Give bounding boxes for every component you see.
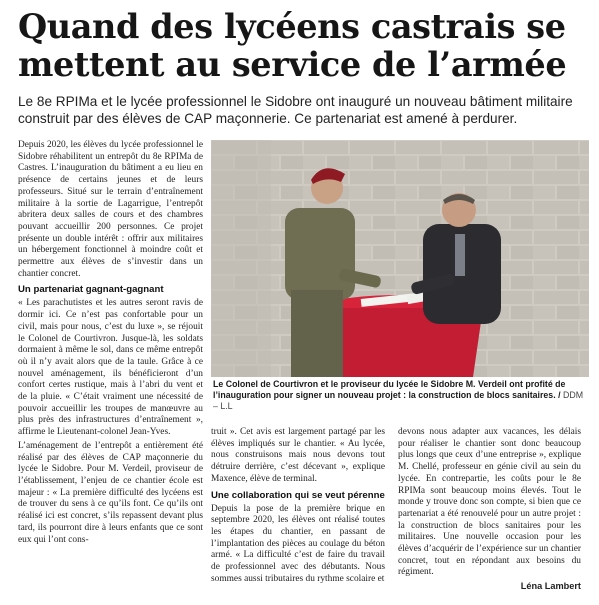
- paragraph: Depuis 2020, les élèves du lycée professionnel le Sidobre réhabilitent un entrepôt du 8e RPIMa de Castres. L’inauguration du bâtiment a eu lieu en présence de certains jeunes et de leurs professeurs. Situé sur le terrain d’entraînement militaire à la sortie de Lagarrigue, l’entrepôt abritera deux salles de cours et des chambres pouvant accueillir 200 personnes. Ce projet présente un double intérêt : offrir aux militaires un hébergement fonctionnel à moindre coût et permettre aux élèves de s’investir dans un chantier concret.: [18, 140, 203, 279]
- caption-text: Le Colonel de Courtivron et le proviseur du lycée le Sidobre M. Verdeil ont profité de l’inauguration pour signer un nouveau projet : la construction de blocs sanitaires. /: [213, 379, 566, 400]
- article-column-2: [211, 427, 385, 587]
- subheading: Une collaboration qui se veut pérenne: [211, 489, 385, 501]
- article-column-3: [398, 427, 581, 593]
- paragraph: L’aménagement de l’entrepôt a entièrement été réalisé par des élèves de CAP maçonnerie du lycée le Sidobre. Pour M. Verdeil, proviseur de l’établissement, l’enjeu de ce chantier école est majeur : « La première difficulté des lycéens est de trouver du sens à ce qu’ils font. Ce qu’ils ont réalisé ici est concret, s’ils repassent devant plus tard, ils pourront dire à leurs enfants que ce sont eux qui l’ont cons-: [18, 440, 203, 545]
- photo-credit: DDM – L.L: [213, 390, 584, 411]
- photo-caption: [213, 379, 589, 412]
- photo-illustration: [211, 140, 589, 377]
- paragraph: Depuis la pose de la première brique en septembre 2020, les élèves ont réalisé toutes les étapes du chantier, en passant de l’implantation des pièces au coulage du béton armé. « La difficulté c’est de faire du travail de professionnel avec des débutants. Nous sommes aussi tributaires du rythme scolaire et: [211, 503, 385, 584]
- paragraph: « Les parachutistes et les autres seront ravis de dormir ici. Ce n’est pas confortable pour un civil, mais pour nous, c’est du luxe », se réjouit le Colonel de Courtivron. Jusque-là, les soldats dormaient à même le sol, dans ce même entrepôt où il n’y avait alors que de la taule. Grâce à ce nouvel aménagement, ils bénéficieront d’un confort certes rustique, mais à l’abri du vent et de la pluie. « C’était vraiment une nécessité de pouvoir accueillir les troupes de manœuvre au plus près des infrastructures d’entraînement », affirme le Lieutenant-colonel Jean-Yves.: [18, 298, 203, 438]
- paragraph: truit ». Cet avis est largement partagé par les élèves impliqués sur le chantier. « Au lycée, nous construisons mais nous devons tout détruire derrière, c’est décevant », explique Maxence, élève de terminal.: [211, 427, 385, 484]
- subheading: Un partenariat gagnant-gagnant: [18, 284, 164, 296]
- article-column-1: [18, 140, 203, 548]
- headline: Quand des lycéens castrais se mettent au service de l’armée: [18, 7, 567, 84]
- author-signature: Léna Lambert: [520, 581, 581, 592]
- paragraph: devons nous adapter aux vacances, les délais pour réaliser le chantier sont donc beaucoup plus longs que ceux d’une entreprise », explique M. Chellé, professeur en génie civil au sein du lycée. En contrepartie, les coûts pour le 8e RPIMa sont beaucoup moins élevés. Tout le monde y trouve donc son compte, si bien que ce partenariat a été renouvelé pour un autre projet : la construction de blocs sanitaires pour les militaires. Une nouvelle occasion pour les élèves d’acquérir de l’expérience sur un chantier concret, tout en répondant aux besoins du régiment.: [398, 427, 581, 578]
- article-photo: [211, 140, 589, 377]
- standfirst: Le 8e RPIMa et le lycée professionnel le Sidobre ont inauguré un nouveau bâtiment militaire construit par des élèves de CAP maçonnerie. Ce partenariat est amené à perdurer.: [18, 94, 573, 126]
